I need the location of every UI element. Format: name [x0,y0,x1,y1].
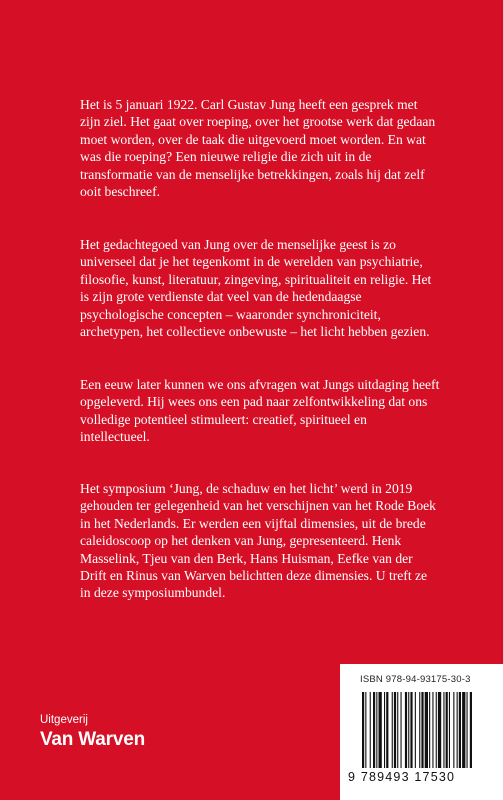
barcode-bar [470,692,472,768]
barcode-bar [449,692,450,768]
blurb-paragraph-3: Een eeuw later kunnen we ons afvragen wat Jungs uitdaging heeft opgeleverd. Hij wees ons een pad naar zelfontwikkeling dat ons volledige potentieel stimuleert: creatief, spiritueel en intellectueel. [80,377,440,445]
barcode-bar [459,692,461,768]
barcode-bar [394,692,396,768]
barcode-bar [379,692,382,768]
barcode-bar [446,692,448,768]
barcode-bar [373,692,375,768]
barcode-bar [462,692,465,768]
barcode-bar [386,692,388,768]
barcode-bar [362,692,364,768]
barcode-bar [432,692,433,768]
barcode-bar [421,692,423,768]
barcode-bar [467,692,468,768]
blurb-paragraph-4: Het symposium ‘Jung, de schaduw en het licht’ werd in 2019 gehouden ter gelegenheid van het verschijnen van het Rode Boek in het Nederlands. Er werden een vijftal dimensies, uit de brede caleidoscoop op het denken van Jung, gepresenteerd. Henk Masselink, Tjeu van den Berk, Hans Huisman, Eefke van der Drift en Rinus van Warven belichtten deze dimensies. U treft ze in deze symposiumbundel. [80,481,436,601]
barcode-bar [376,692,377,768]
barcode-bar [410,692,412,768]
barcode-bar [457,692,458,768]
barcode-bar [438,692,441,768]
barcode-bar [425,692,428,768]
barcode-bar [408,692,409,768]
blurb-paragraph-2: Het gedachtegoed van Jung over de menselijke geest is zo universeel dat je het tegenkomt in de werelden van psychiatrie, filosofie, kunst, literatuur, zingeving, spiritualiteit en religie. Het is zijn grote verdienste dat veel van de hedendaagse psychologische concepten – waaronder synchroniciteit, archetypen, het collectieve onbewuste – het licht hebben gezien. [80,237,432,340]
barcode-bar [397,692,398,768]
barcode-bar [384,692,385,768]
barcode-bar [419,692,420,768]
barcode-bar [453,692,454,768]
barcode-bar [436,692,437,768]
barcode-bar [392,692,393,768]
isbn-label: ISBN 978-94-93175-30-3 [360,674,471,685]
barcode-bar [370,692,371,768]
barcode-bar [365,692,366,768]
barcode-area [340,664,503,800]
blurb-paragraph-1: Het is 5 januari 1922. Carl Gustav Jung heeft een gesprek met zijn ziel. Het gaat over roeping, over het grootse werk dat gedaan moet worden, over de taak die uitgevoerd moet worden. En wat was die roeping? Een nieuwe religie die zich uit in de transformatie van de menselijke betrekkingen, zoals hij dat zelf ooit beschreef. [80,97,436,200]
barcode-bar [405,692,407,768]
barcode-bar [401,692,402,768]
barcode-bars [362,692,503,768]
publisher-label: Uitgeverij [40,714,88,726]
barcode-bar [415,692,416,768]
barcode-number: 9 789493 17530 [348,770,456,784]
barcode-bar [443,692,444,768]
barcode-bar [429,692,430,768]
publisher-logo: Van Warven [40,729,146,750]
